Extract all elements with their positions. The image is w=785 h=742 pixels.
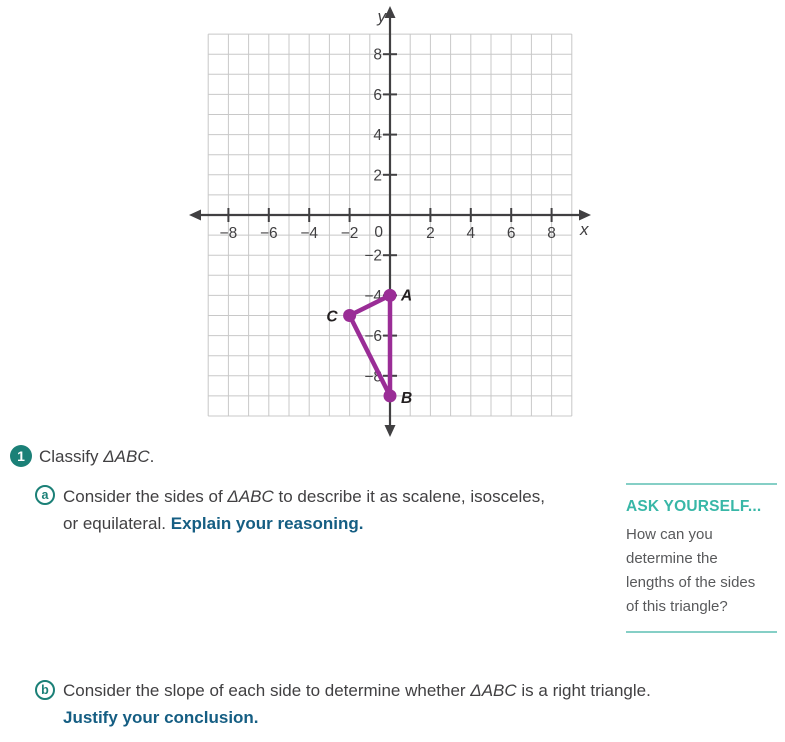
y-axis-label: y	[377, 7, 386, 26]
part-a-letter: a	[35, 485, 55, 505]
svg-text:6: 6	[373, 86, 382, 104]
text-line: Consider the slope of each side to determine whether ΔABC is a right triangle.	[63, 681, 651, 700]
svg-text:2: 2	[373, 167, 382, 185]
text-line: of this triangle?	[626, 598, 728, 615]
ask-yourself-panel	[626, 483, 777, 633]
text-line: determine the	[626, 550, 718, 567]
question-number-badge: 1	[10, 445, 32, 467]
ask-yourself-title: ASK YOURSELF...	[626, 498, 762, 515]
svg-text:−8: −8	[219, 225, 238, 242]
svg-text:4: 4	[466, 225, 476, 242]
svg-text:−2: −2	[340, 225, 359, 242]
part-b-text	[63, 677, 651, 731]
origin-label: 0	[374, 224, 383, 241]
svg-text:8: 8	[547, 225, 556, 242]
svg-text:−6: −6	[364, 328, 382, 346]
part-b-letter: b	[35, 680, 55, 700]
x-axis-label: x	[580, 220, 589, 239]
svg-text:−6: −6	[259, 225, 278, 242]
question-stem	[39, 445, 154, 468]
part-a-text	[63, 483, 545, 537]
vertex-dot-A	[384, 289, 397, 302]
text-line: Consider the sides of ΔABC to describe it as scalene, isosceles,	[63, 487, 545, 506]
vertex-dot-C	[343, 309, 356, 322]
vertex-label-C: C	[326, 308, 338, 326]
text-line: lengths of the sides	[626, 574, 756, 591]
text-line: How can you	[626, 526, 713, 543]
vertex-dot-B	[384, 389, 397, 402]
svg-text:−4: −4	[364, 287, 382, 305]
ask-yourself-body	[626, 523, 777, 619]
text-line: Classify ΔABC.	[39, 447, 155, 466]
svg-text:−2: −2	[364, 247, 382, 265]
svg-text:4: 4	[373, 127, 382, 145]
svg-text:6: 6	[506, 225, 516, 242]
axis-letter-labels	[377, 7, 590, 239]
svg-text:2: 2	[426, 225, 435, 242]
question-row	[10, 445, 154, 468]
svg-text:8: 8	[373, 46, 382, 64]
vertex-label-A: A	[401, 287, 413, 305]
vertex-label-B: B	[401, 389, 413, 407]
text-line: or equilateral. Explain your reasoning.	[63, 514, 364, 533]
text-line: Justify your conclusion.	[63, 708, 259, 727]
svg-text:−4: −4	[300, 225, 319, 242]
svg-text:−8: −8	[364, 368, 382, 386]
